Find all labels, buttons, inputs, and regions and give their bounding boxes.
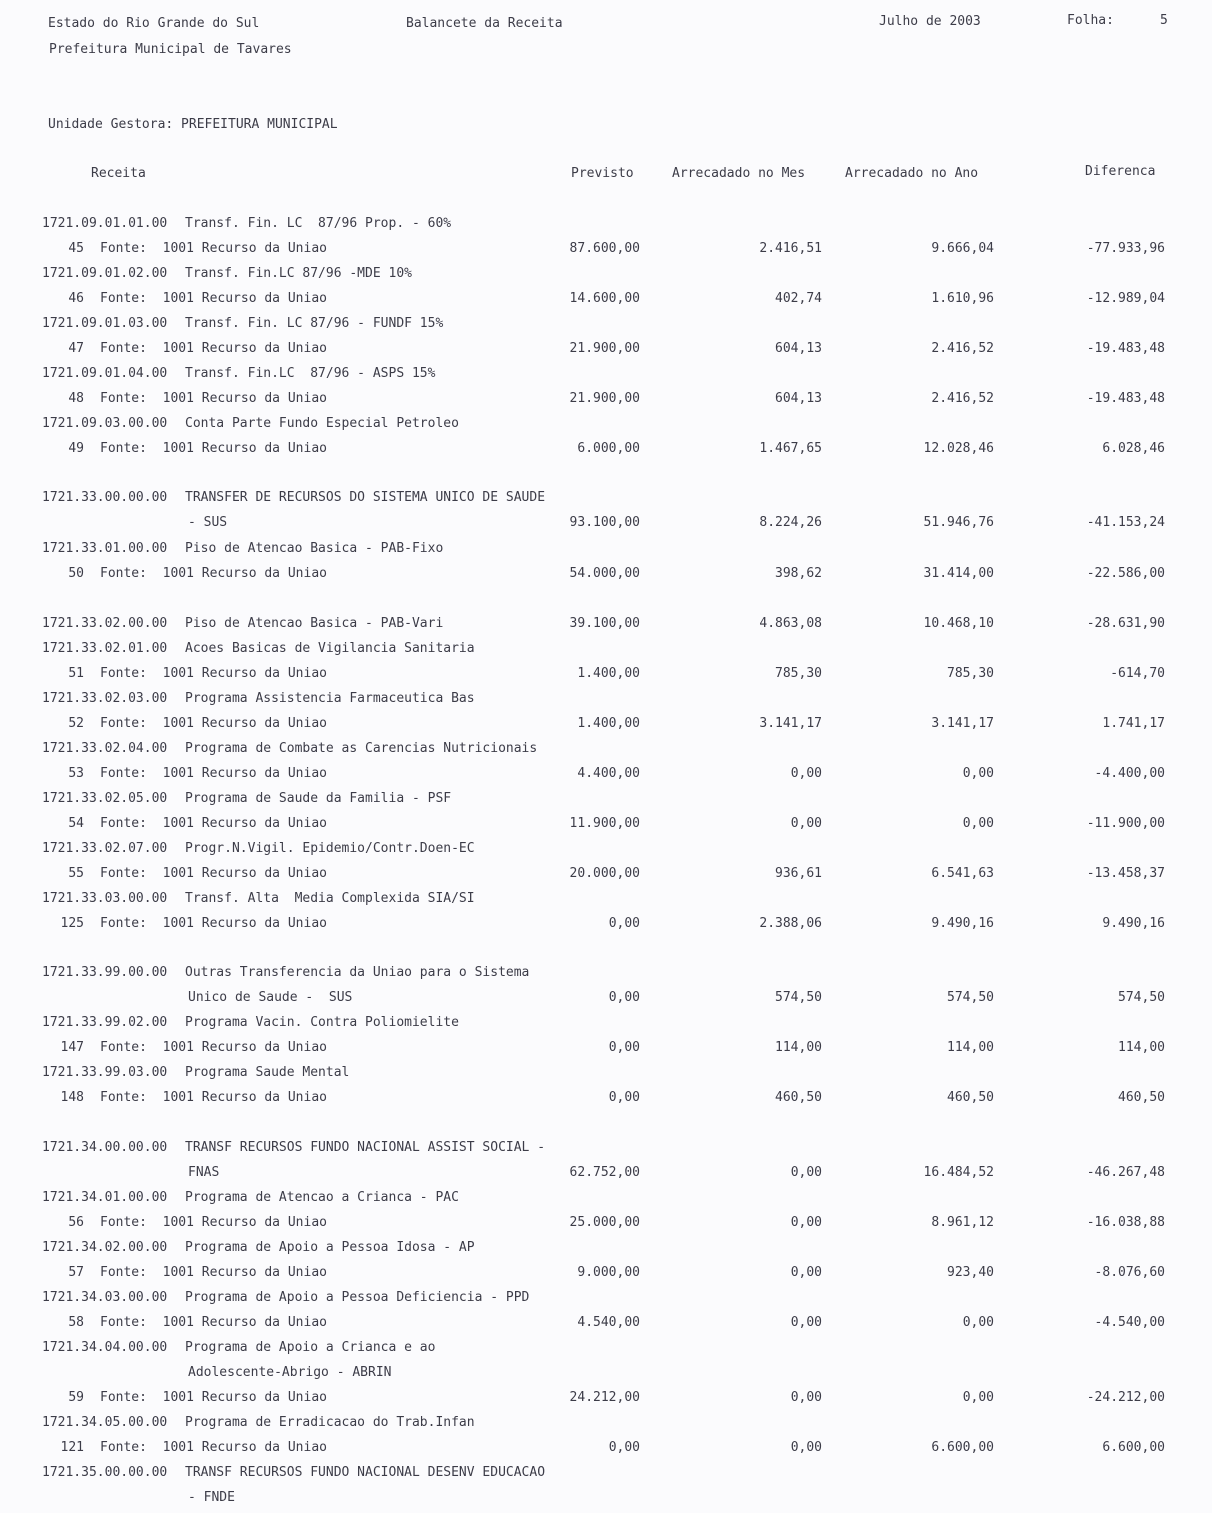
diferenca-value: -4.540,00	[1094, 1315, 1165, 1330]
arrecadado-mes-value: 0,00	[790, 1265, 822, 1280]
row-description-cont: - FNDE	[188, 1490, 235, 1505]
table-row	[0, 266, 1212, 286]
row-code: 1721.34.00.00.00	[42, 1140, 168, 1155]
arrecadado-mes-value: 4.863,08	[759, 616, 822, 631]
fonte-label: Fonte: 1001 Recurso da Uniao	[100, 1265, 327, 1280]
table-row	[0, 965, 1212, 985]
table-row	[0, 741, 1212, 761]
row-code: 1721.33.99.00.00	[42, 965, 168, 980]
diferenca-value: -46.267,48	[1086, 1165, 1165, 1180]
row-description: TRANSFER DE RECURSOS DO SISTEMA UNICO DE SAUDE	[185, 490, 546, 505]
row-code: 1721.33.02.00.00	[42, 616, 168, 631]
diferenca-value: -13.458,37	[1086, 866, 1165, 881]
table-row	[0, 791, 1212, 811]
fonte-number: 54	[68, 816, 84, 831]
arrecadado-mes-value: 0,00	[790, 1215, 822, 1230]
arrecadado-mes-value: 785,30	[775, 666, 822, 681]
row-code: 1721.09.01.01.00	[42, 216, 168, 231]
diferenca-value: 9.490,16	[1102, 916, 1165, 931]
table-row	[0, 1415, 1212, 1435]
fonte-label: Fonte: 1001 Recurso da Uniao	[100, 1440, 327, 1455]
previsto-value: 0,00	[608, 990, 640, 1005]
arrecadado-ano-value: 31.414,00	[923, 566, 994, 581]
fonte-number: 48	[68, 391, 84, 406]
table-row	[0, 616, 1212, 636]
row-code: 1721.34.01.00.00	[42, 1190, 168, 1205]
row-description-cont: Adolescente-Abrigo - ABRIN	[188, 1365, 392, 1380]
row-description: Programa de Combate as Carencias Nutricionais	[185, 741, 538, 756]
diferenca-value: 460,50	[1118, 1090, 1165, 1105]
table-row	[0, 391, 1212, 411]
table-row	[0, 291, 1212, 311]
table-row	[0, 515, 1212, 535]
row-description: Transf. Fin.LC 87/96 -MDE 10%	[185, 266, 412, 281]
arrecadado-ano-value: 0,00	[962, 1390, 994, 1405]
fonte-label: Fonte: 1001 Recurso da Uniao	[100, 241, 327, 256]
report-title: Balancete da Receita	[406, 16, 563, 31]
row-code: 1721.33.01.00.00	[42, 541, 168, 556]
row-description-cont: FNAS	[188, 1165, 220, 1180]
table-row	[0, 1215, 1212, 1235]
previsto-value: 93.100,00	[569, 515, 640, 530]
unidade-gestora: Unidade Gestora: PREFEITURA MUNICIPAL	[48, 117, 338, 132]
table-row	[0, 691, 1212, 711]
fonte-number: 49	[68, 441, 84, 456]
fonte-label: Fonte: 1001 Recurso da Uniao	[100, 716, 327, 731]
arrecadado-ano-value: 6.600,00	[931, 1440, 994, 1455]
table-row	[0, 1140, 1212, 1160]
fonte-number: 52	[68, 716, 84, 731]
arrecadado-mes-value: 2.416,51	[759, 241, 822, 256]
arrecadado-ano-value: 9.666,04	[931, 241, 994, 256]
table-row	[0, 416, 1212, 436]
fonte-label: Fonte: 1001 Recurso da Uniao	[100, 341, 327, 356]
col-header-previsto: Previsto	[571, 166, 634, 181]
previsto-value: 0,00	[608, 1090, 640, 1105]
fonte-number: 57	[68, 1265, 84, 1280]
row-description: Programa de Atencao a Crianca - PAC	[185, 1190, 459, 1205]
arrecadado-ano-value: 574,50	[947, 990, 994, 1005]
fonte-number: 56	[68, 1215, 84, 1230]
row-description: Transf. Fin. LC 87/96 - FUNDF 15%	[185, 316, 444, 331]
col-header-diferenca: Diferenca	[1085, 164, 1156, 179]
table-row	[0, 1065, 1212, 1085]
row-code: 1721.33.03.00.00	[42, 891, 168, 906]
arrecadado-mes-value: 2.388,06	[759, 916, 822, 931]
table-row	[0, 566, 1212, 586]
arrecadado-mes-value: 402,74	[775, 291, 822, 306]
table-row	[0, 990, 1212, 1010]
table-row	[0, 1365, 1212, 1385]
row-description-cont: - SUS	[188, 515, 228, 530]
arrecadado-ano-value: 785,30	[947, 666, 994, 681]
table-row	[0, 490, 1212, 510]
previsto-value: 21.900,00	[569, 341, 640, 356]
row-code: 1721.34.02.00.00	[42, 1240, 168, 1255]
fonte-label: Fonte: 1001 Recurso da Uniao	[100, 766, 327, 781]
row-code: 1721.09.03.00.00	[42, 416, 168, 431]
table-row	[0, 891, 1212, 911]
arrecadado-ano-value: 1.610,96	[931, 291, 994, 306]
fonte-number: 47	[68, 341, 84, 356]
diferenca-value: -28.631,90	[1086, 616, 1165, 631]
row-code: 1721.33.02.01.00	[42, 641, 168, 656]
table-row	[0, 1090, 1212, 1110]
arrecadado-ano-value: 114,00	[947, 1040, 994, 1055]
previsto-value: 6.000,00	[577, 441, 640, 456]
arrecadado-ano-value: 16.484,52	[923, 1165, 994, 1180]
table-row	[0, 1290, 1212, 1310]
row-code: 1721.33.99.03.00	[42, 1065, 168, 1080]
previsto-value: 11.900,00	[569, 816, 640, 831]
row-code: 1721.09.01.03.00	[42, 316, 168, 331]
table-row	[0, 666, 1212, 686]
col-header-arrecadado-mes: Arrecadado no Mes	[672, 166, 806, 181]
diferenca-value: -19.483,48	[1086, 391, 1165, 406]
table-row	[0, 1240, 1212, 1260]
arrecadado-ano-value: 9.490,16	[931, 916, 994, 931]
arrecadado-mes-value: 0,00	[790, 816, 822, 831]
header-estado: Estado do Rio Grande do Sul	[48, 16, 260, 31]
fonte-number: 58	[68, 1315, 84, 1330]
previsto-value: 54.000,00	[569, 566, 640, 581]
table-row	[0, 366, 1212, 386]
table-row	[0, 1390, 1212, 1410]
diferenca-value: 6.600,00	[1102, 1440, 1165, 1455]
row-description: Transf. Alta Media Complexida SIA/SI	[185, 891, 475, 906]
arrecadado-ano-value: 0,00	[962, 766, 994, 781]
diferenca-value: -41.153,24	[1086, 515, 1165, 530]
fonte-label: Fonte: 1001 Recurso da Uniao	[100, 441, 327, 456]
row-description: TRANSF RECURSOS FUNDO NACIONAL ASSIST SOCIAL -	[185, 1140, 546, 1155]
diferenca-value: -19.483,48	[1086, 341, 1165, 356]
arrecadado-mes-value: 0,00	[790, 766, 822, 781]
arrecadado-mes-value: 0,00	[790, 1390, 822, 1405]
arrecadado-mes-value: 0,00	[790, 1315, 822, 1330]
row-code: 1721.34.04.00.00	[42, 1340, 168, 1355]
arrecadado-ano-value: 10.468,10	[923, 616, 994, 631]
table-row	[0, 1190, 1212, 1210]
previsto-value: 39.100,00	[569, 616, 640, 631]
row-description: Progr.N.Vigil. Epidemio/Contr.Doen-EC	[185, 841, 475, 856]
row-code: 1721.34.05.00.00	[42, 1415, 168, 1430]
row-description-cont: Unico de Saude - SUS	[188, 990, 353, 1005]
arrecadado-mes-value: 0,00	[790, 1440, 822, 1455]
fonte-label: Fonte: 1001 Recurso da Uniao	[100, 1040, 327, 1055]
previsto-value: 62.752,00	[569, 1165, 640, 1180]
row-description: Programa de Apoio a Pessoa Deficiencia - PPD	[185, 1290, 530, 1305]
fonte-number: 147	[60, 1040, 84, 1055]
fonte-number: 55	[68, 866, 84, 881]
previsto-value: 9.000,00	[577, 1265, 640, 1280]
diferenca-value: -11.900,00	[1086, 816, 1165, 831]
previsto-value: 87.600,00	[569, 241, 640, 256]
previsto-value: 0,00	[608, 916, 640, 931]
fonte-label: Fonte: 1001 Recurso da Uniao	[100, 816, 327, 831]
row-description: Programa Assistencia Farmaceutica Bas	[185, 691, 475, 706]
header-prefeitura: Prefeitura Municipal de Tavares	[49, 42, 292, 57]
arrecadado-ano-value: 2.416,52	[931, 391, 994, 406]
diferenca-value: 114,00	[1118, 1040, 1165, 1055]
col-header-receita: Receita	[91, 166, 146, 181]
fonte-label: Fonte: 1001 Recurso da Uniao	[100, 1315, 327, 1330]
table-row	[0, 541, 1212, 561]
table-row	[0, 216, 1212, 236]
previsto-value: 25.000,00	[569, 1215, 640, 1230]
arrecadado-ano-value: 6.541,63	[931, 866, 994, 881]
arrecadado-ano-value: 51.946,76	[923, 515, 994, 530]
table-row	[0, 816, 1212, 836]
arrecadado-ano-value: 923,40	[947, 1265, 994, 1280]
fonte-label: Fonte: 1001 Recurso da Uniao	[100, 1390, 327, 1405]
previsto-value: 1.400,00	[577, 716, 640, 731]
arrecadado-mes-value: 1.467,65	[759, 441, 822, 456]
row-description: Piso de Atencao Basica - PAB-Fixo	[185, 541, 444, 556]
row-description: Programa Saude Mental	[185, 1065, 350, 1080]
arrecadado-mes-value: 3.141,17	[759, 716, 822, 731]
table-row	[0, 916, 1212, 936]
diferenca-value: -24.212,00	[1086, 1390, 1165, 1405]
arrecadado-ano-value: 8.961,12	[931, 1215, 994, 1230]
folha-number: 5	[1160, 13, 1168, 28]
previsto-value: 0,00	[608, 1440, 640, 1455]
arrecadado-mes-value: 936,61	[775, 866, 822, 881]
fonte-label: Fonte: 1001 Recurso da Uniao	[100, 391, 327, 406]
fonte-number: 121	[60, 1440, 84, 1455]
table-row	[0, 1465, 1212, 1485]
fonte-number: 148	[60, 1090, 84, 1105]
row-code: 1721.09.01.04.00	[42, 366, 168, 381]
arrecadado-mes-value: 0,00	[790, 1165, 822, 1180]
col-header-arrecadado-ano: Arrecadado no Ano	[845, 166, 979, 181]
row-description: Acoes Basicas de Vigilancia Sanitaria	[185, 641, 475, 656]
table-row	[0, 1040, 1212, 1060]
row-description: Programa de Erradicacao do Trab.Infan	[185, 1415, 475, 1430]
diferenca-value: -12.989,04	[1086, 291, 1165, 306]
row-description: Outras Transferencia da Uniao para o Sistema	[185, 965, 530, 980]
arrecadado-ano-value: 12.028,46	[923, 441, 994, 456]
fonte-label: Fonte: 1001 Recurso da Uniao	[100, 566, 327, 581]
arrecadado-mes-value: 604,13	[775, 391, 822, 406]
table-row	[0, 766, 1212, 786]
table-row	[0, 641, 1212, 661]
row-code: 1721.33.02.05.00	[42, 791, 168, 806]
row-code: 1721.33.99.02.00	[42, 1015, 168, 1030]
fonte-label: Fonte: 1001 Recurso da Uniao	[100, 1215, 327, 1230]
arrecadado-mes-value: 114,00	[775, 1040, 822, 1055]
previsto-value: 4.400,00	[577, 766, 640, 781]
row-description: Piso de Atencao Basica - PAB-Vari	[185, 616, 444, 631]
diferenca-value: -22.586,00	[1086, 566, 1165, 581]
diferenca-value: 574,50	[1118, 990, 1165, 1005]
table-row	[0, 1315, 1212, 1335]
fonte-number: 45	[68, 241, 84, 256]
table-row	[0, 241, 1212, 261]
table-row	[0, 716, 1212, 736]
arrecadado-mes-value: 574,50	[775, 990, 822, 1005]
table-row	[0, 1340, 1212, 1360]
row-description: Programa de Apoio a Crianca e ao	[185, 1340, 436, 1355]
row-description: Conta Parte Fundo Especial Petroleo	[185, 416, 459, 431]
previsto-value: 0,00	[608, 1040, 640, 1055]
row-description: Transf. Fin.LC 87/96 - ASPS 15%	[185, 366, 436, 381]
fonte-number: 53	[68, 766, 84, 781]
row-code: 1721.33.02.03.00	[42, 691, 168, 706]
row-description: Transf. Fin. LC 87/96 Prop. - 60%	[185, 216, 452, 231]
arrecadado-ano-value: 0,00	[962, 816, 994, 831]
arrecadado-mes-value: 398,62	[775, 566, 822, 581]
diferenca-value: -614,70	[1110, 666, 1165, 681]
table-row	[0, 866, 1212, 886]
diferenca-value: -4.400,00	[1094, 766, 1165, 781]
row-description: Programa de Apoio a Pessoa Idosa - AP	[185, 1240, 475, 1255]
row-code: 1721.33.02.07.00	[42, 841, 168, 856]
row-code: 1721.33.00.00.00	[42, 490, 168, 505]
row-code: 1721.09.01.02.00	[42, 266, 168, 281]
previsto-value: 21.900,00	[569, 391, 640, 406]
row-description: Programa de Saude da Familia - PSF	[185, 791, 452, 806]
diferenca-value: 1.741,17	[1102, 716, 1165, 731]
diferenca-value: -8.076,60	[1094, 1265, 1165, 1280]
previsto-value: 4.540,00	[577, 1315, 640, 1330]
previsto-value: 14.600,00	[569, 291, 640, 306]
fonte-label: Fonte: 1001 Recurso da Uniao	[100, 866, 327, 881]
arrecadado-mes-value: 604,13	[775, 341, 822, 356]
previsto-value: 1.400,00	[577, 666, 640, 681]
fonte-number: 59	[68, 1390, 84, 1405]
arrecadado-ano-value: 460,50	[947, 1090, 994, 1105]
fonte-label: Fonte: 1001 Recurso da Uniao	[100, 916, 327, 931]
table-row	[0, 1265, 1212, 1285]
diferenca-value: -16.038,88	[1086, 1215, 1165, 1230]
table-row	[0, 316, 1212, 336]
folha-label: Folha:	[1067, 13, 1114, 28]
report-period: Julho de 2003	[879, 14, 981, 29]
fonte-label: Fonte: 1001 Recurso da Uniao	[100, 666, 327, 681]
table-row	[0, 341, 1212, 361]
arrecadado-mes-value: 460,50	[775, 1090, 822, 1105]
fonte-number: 50	[68, 566, 84, 581]
arrecadado-ano-value: 2.416,52	[931, 341, 994, 356]
row-description: Programa Vacin. Contra Poliomielite	[185, 1015, 459, 1030]
row-code: 1721.34.03.00.00	[42, 1290, 168, 1305]
fonte-number: 51	[68, 666, 84, 681]
diferenca-value: -77.933,96	[1086, 241, 1165, 256]
arrecadado-mes-value: 8.224,26	[759, 515, 822, 530]
arrecadado-ano-value: 3.141,17	[931, 716, 994, 731]
table-row	[0, 1165, 1212, 1185]
table-row	[0, 1440, 1212, 1460]
diferenca-value: 6.028,46	[1102, 441, 1165, 456]
fonte-number: 46	[68, 291, 84, 306]
fonte-label: Fonte: 1001 Recurso da Uniao	[100, 1090, 327, 1105]
previsto-value: 20.000,00	[569, 866, 640, 881]
row-description: TRANSF RECURSOS FUNDO NACIONAL DESENV EDUCACAO	[185, 1465, 546, 1480]
table-row	[0, 441, 1212, 461]
arrecadado-ano-value: 0,00	[962, 1315, 994, 1330]
row-code: 1721.33.02.04.00	[42, 741, 168, 756]
fonte-label: Fonte: 1001 Recurso da Uniao	[100, 291, 327, 306]
table-row	[0, 1490, 1212, 1510]
table-row	[0, 841, 1212, 861]
row-code: 1721.35.00.00.00	[42, 1465, 168, 1480]
table-row	[0, 1015, 1212, 1035]
previsto-value: 24.212,00	[569, 1390, 640, 1405]
fonte-number: 125	[60, 916, 84, 931]
